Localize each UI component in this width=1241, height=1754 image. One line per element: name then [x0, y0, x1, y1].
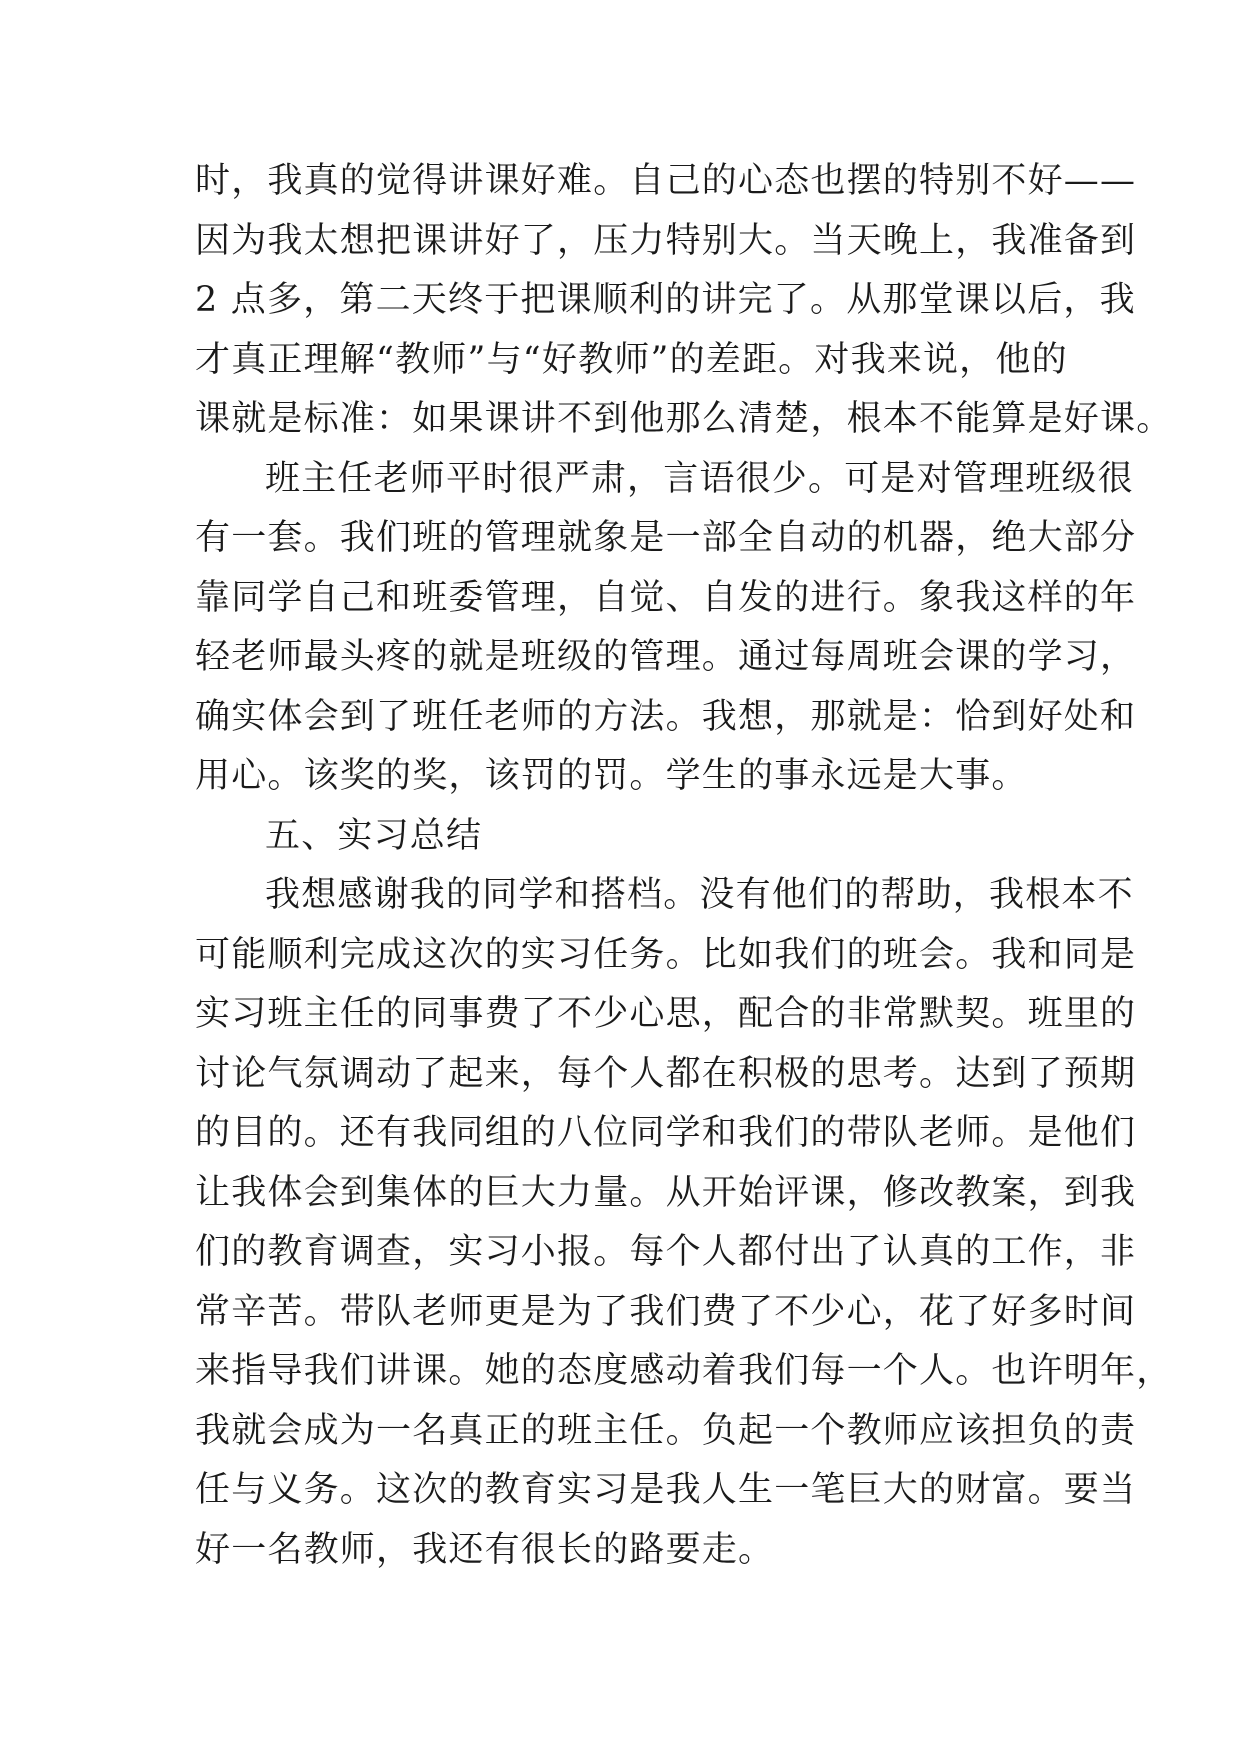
text-line: 们的教育调查，实习小报。每个人都付出了认真的工作，非	[195, 1232, 1137, 1272]
text-line: 2 点多，第二天终于把课顺利的讲完了。从那堂课以后，我	[195, 280, 1136, 320]
text-line: 常辛苦。带队老师更是为了我们费了不少心，花了好多时间	[195, 1291, 1137, 1332]
paragraph-start-line: 班主任老师平时很严肃，言语很少。可是对管理班级很	[265, 458, 1134, 499]
document-body	[195, 152, 1173, 1580]
text-line: 任与义务。这次的教育实习是我人生一笔巨大的财富。要当	[195, 1470, 1137, 1510]
text-line: 我就会成为一名真正的班主任。负起一个教师应该担负的责	[195, 1410, 1137, 1451]
text-line: 让我体会到集体的巨大力量。从开始评课，修改教案，到我	[195, 1172, 1137, 1213]
section-heading: 五、实习总结	[265, 815, 483, 856]
text-line: 靠同学自己和班委管理，自觉、自发的进行。象我这样的年	[195, 577, 1137, 618]
text-line: 来指导我们讲课。她的态度感动着我们每一个人。也许明年，	[195, 1351, 1173, 1391]
text-line: 好一名教师，我还有很长的路要走。	[195, 1529, 775, 1570]
text-line: 讨论气氛调动了起来，每个人都在积极的思考。达到了预期	[195, 1053, 1137, 1094]
text-line: 才真正理解“教师”与“好教师”的差距。对我来说，他的	[195, 339, 1068, 380]
text-line: 因为我太想把课讲好了，压力特别大。当天晚上，我准备到	[195, 220, 1137, 261]
text-line: 确实体会到了班任老师的方法。我想，那就是：恰到好处和	[195, 696, 1137, 737]
text-line: 轻老师最头疼的就是班级的管理。通过每周班会课的学习，	[195, 637, 1137, 677]
text-line: 有一套。我们班的管理就象是一部全自动的机器，绝大部分	[195, 518, 1137, 558]
text-line: 用心。该奖的奖，该罚的罚。学生的事永远是大事。	[195, 756, 1028, 796]
paragraph-start-line: 我想感谢我的同学和搭档。没有他们的帮助，我根本不	[265, 875, 1134, 915]
text-line: 的目的。还有我同组的八位同学和我们的带队老师。是他们	[195, 1113, 1137, 1153]
text-line: 可能顺利完成这次的实习任务。比如我们的班会。我和同是	[195, 934, 1137, 975]
text-line: 实习班主任的同事费了不少心思，配合的非常默契。班里的	[195, 994, 1137, 1034]
text-line: 课就是标准：如果课讲不到他那么清楚，根本不能算是好课。	[195, 399, 1173, 439]
text-line: 时，我真的觉得讲课好难。自己的心态也摆的特别不好——	[195, 161, 1137, 201]
